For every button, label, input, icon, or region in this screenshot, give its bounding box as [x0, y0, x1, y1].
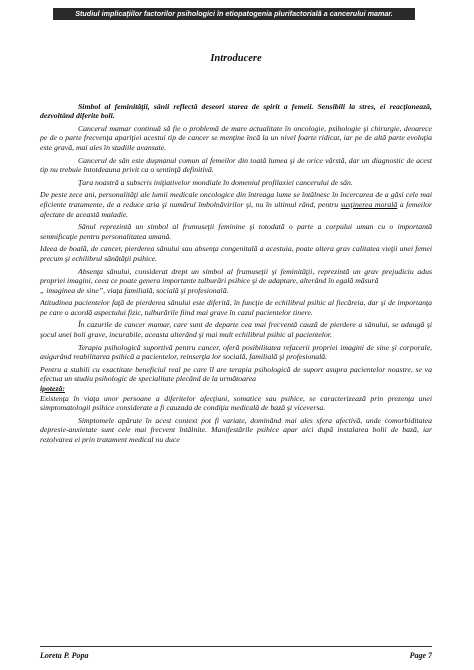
paragraph-5-text-a: De peste zece ani, personalităţi ale lumii medicale oncologice din întreaga lume se întâlnesc în încercarea de a găsi cele mai eficiente tratamente, de a reduce aria şi numărul îmbolnăvirilor şi, nu în ultimul rând, pentru	[40, 190, 432, 209]
paragraph-8: Absenţa sânului, considerat drept un simbol al frumuseţii şi feminităţii, reprezintă un grav prejudiciu adus propriei imagini, ceea ce poate genera importante tulburări psihice şi de adaptare, alterând în egală măsură	[40, 266, 432, 286]
paragraph-14: Existenţa în viaţa unor persoane a diferitelor afecţiuni, somatice sau psihice, se caracterizează prin prezenţa unei simptomatologii psihice considerate a fi cauzada de condiţia medicală de bază şi viceversa.	[40, 393, 432, 413]
underlined-phrase: susţinerea morală	[340, 199, 398, 209]
paragraph-6: Sânul reprezintă un simbol al frumuseţii feminine şi totodată o parte a corpului uman cu o importantă semnificaţie pentru personalitatea umană.	[40, 222, 432, 241]
page-content	[40, 22, 432, 448]
paragraph-3: Cancerul de sân este duşmanul comun al femeilor din toată lumea şi de orice vârstă, dar un diagnostic de acest tip nu trebuie întotdeauna privit ca o sentinţă definitivă.	[40, 155, 432, 175]
paragraph-10: Atitudinea pacientelor faţă de pierderea sânului este diferită, în funcţie de echilibrul psihic al fiecăreia, dar şi de importanţa pe care o acordă aspectului fizic, tulburările fiind mai grave în cazul pacientelor tinere.	[40, 298, 432, 317]
lead-paragraph: Simbol al feminităţii, sânii reflectă deseori starea de spirit a femeii. Sensibili la stres, ei reacţionează, dezvoltând diferite boli.	[40, 101, 432, 121]
hypothesis-label: ipoteză:	[40, 384, 65, 394]
footer-divider	[40, 646, 432, 647]
paragraph-15: Simptomele apărute în acest context pot fi variate, dominând mai ales sfera afectivă, unde comorbiditatea depresie-anxietate sunt cele mai frecvent întâlnite. Manifestările psihice apar aici după instalarea bolii de bază, iar rezolvarea ei prin tratament medical nu duce	[40, 415, 432, 444]
paragraph-12: Terapia psihologică suportivă pentru cancer, oferă posibilitatea refacerii propriei imagini de sine şi corporale, asigurând reabilitarea psihică a pacientelor, reinserţia lor socială, familială şi profesională.	[40, 342, 432, 362]
paragraph-5-text-b: a femeilor afectate de această maladie.	[40, 199, 432, 219]
footer-author: Loreta P. Popa	[40, 651, 89, 660]
footer-page-number: Page 7	[409, 651, 432, 660]
paragraph-4: Ţara noastră a subscris iniţiativelor mondiale în domeniul profilaxiei cancerului de sân.	[78, 177, 353, 187]
paragraph-7: Ideea de boală, de cancer, pierderea sânului sau absenţa congenitală a acestuia, poate altera grav calitatea vieţii unei femei precum şi echilibrul sănătăţii psihice.	[40, 244, 432, 263]
paragraph-2: Cancerul mamar continuă să fie o problemă de mare actualitate în oncologie, psihologie şi chirurgie, deoarece pe de o parte frecvenţa apariţiei acestui tip de cancer se menţine încă la un nivel foarte ridicat, iar pe de altă parte evoluţia este gravă, mai ales în stadiile avansate.	[40, 123, 432, 152]
paragraph-9: „ imaginea de sine”, viaţa familială, socială şi profesională.	[40, 285, 229, 295]
paragraph-5	[40, 190, 432, 219]
running-header: Studiul implicaţiilor factorilor psihologici în etiopatogenia plurifactorială a cancerului mamar.	[53, 8, 415, 20]
paragraph-13: Pentru a stabili cu exactitate beneficiul real pe care îl are terapia psihologică de suport asupra pacientelor noastre, se va efectua un studiu psihologic de specialitate plecând de la următoarea	[40, 364, 432, 384]
paragraph-11: În cazurile de cancer mamar, care sunt de departe cea mai frecventă cauză de pierdere a sânului, se adaugă şi şocul unei boli grave, incurabile, aceasta alterând şi mai mult echilibrul psihic al pacientelor.	[40, 320, 432, 340]
section-title: Introducere	[210, 53, 262, 64]
